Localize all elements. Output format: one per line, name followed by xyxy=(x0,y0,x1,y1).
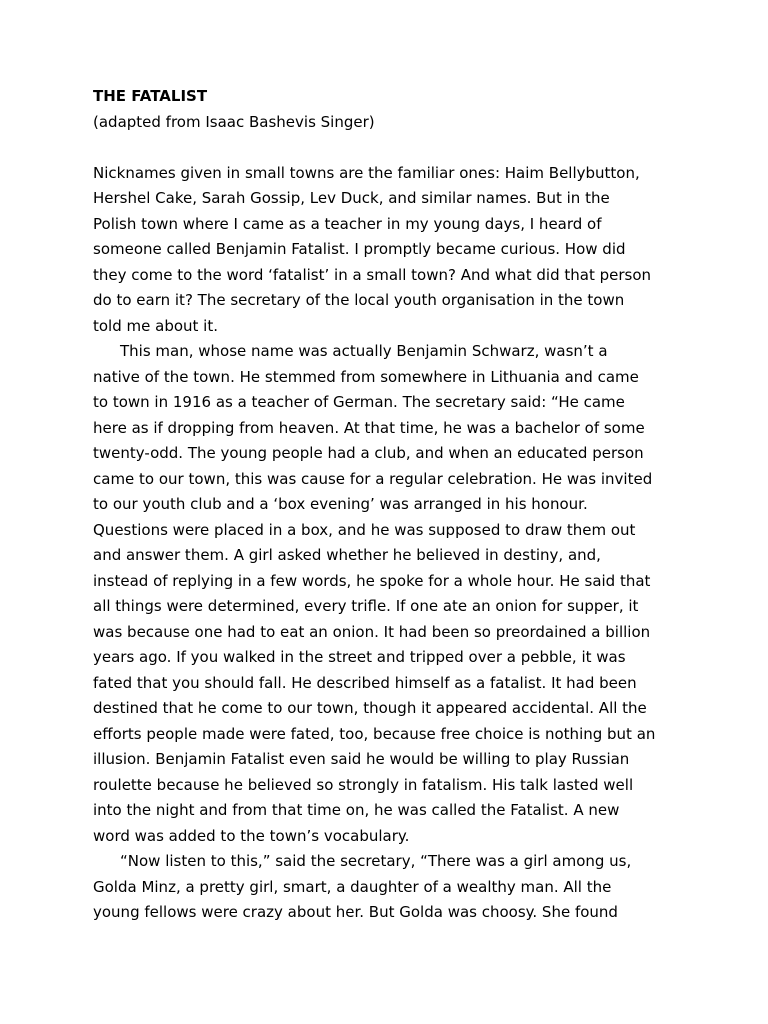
paragraph-3 xyxy=(93,849,679,926)
text-line: into the night and from that time on, he was called the Fatalist. A new xyxy=(93,801,620,819)
text-line: years ago. If you walked in the street and tripped over a pebble, it was xyxy=(93,648,626,666)
text-line: to our youth club and a ‘box evening’ was arranged in his honour. xyxy=(93,495,588,513)
text-line: to town in 1916 as a teacher of German. The secretary said: “He came xyxy=(93,393,625,411)
text-line: was because one had to eat an onion. It had been so preordained a billion xyxy=(93,622,651,641)
text-line: efforts people made were fated, too, because free choice is nothing but an xyxy=(93,724,656,743)
text-line: Nicknames given in small towns are the familiar ones: Haim Bellybutton, xyxy=(93,163,640,182)
text-line: fated that you should fall. He described himself as a fatalist. It had been xyxy=(93,673,637,692)
text-line: Questions were placed in a box, and he was supposed to draw them out xyxy=(93,520,636,539)
paragraph-1 xyxy=(93,161,679,340)
text-line: came to our town, this was cause for a regular celebration. He was invited xyxy=(93,469,653,488)
text-line: instead of replying in a few words, he spoke for a whole hour. He said that xyxy=(93,571,651,590)
text-line: and answer them. A girl asked whether he believed in destiny, and, xyxy=(93,546,601,564)
text-line: This man, whose name was actually Benjamin Schwarz, wasn’t a xyxy=(120,342,608,360)
text-line: Polish town where I came as a teacher in my young days, I heard of xyxy=(93,214,602,233)
text-line: they come to the word ‘fatalist’ in a small town? And what did that person xyxy=(93,265,652,284)
text-line: Golda Minz, a pretty girl, smart, a daughter of a wealthy man. All the xyxy=(93,877,612,896)
document-title: THE FATALIST xyxy=(93,87,208,105)
text-line: roulette because he believed so strongly in fatalism. His talk lasted well xyxy=(93,775,634,794)
text-line: told me about it. xyxy=(93,316,218,335)
text-line: word was added to the town’s vocabulary. xyxy=(93,826,410,845)
text-line: here as if dropping from heaven. At that time, he was a bachelor of some xyxy=(93,418,645,437)
text-line: young fellows were crazy about her. But Golda was choosy. She found xyxy=(93,903,618,921)
text-line: illusion. Benjamin Fatalist even said he would be willing to play Russian xyxy=(93,750,630,768)
text-line: someone called Benjamin Fatalist. I promptly became curious. How did xyxy=(93,240,626,258)
paragraph-2 xyxy=(93,339,679,849)
text-line: twenty-odd. The young people had a club, and when an educated person xyxy=(93,444,644,462)
text-line: Hershel Cake, Sarah Gossip, Lev Duck, and similar names. But in the xyxy=(93,189,610,207)
text-line: native of the town. He stemmed from somewhere in Lithuania and came xyxy=(93,367,639,386)
text-line: destined that he come to our town, though it appeared accidental. All the xyxy=(93,699,647,717)
text-line: do to earn it? The secretary of the local youth organisation in the town xyxy=(93,291,625,309)
text-line: all things were determined, every trifle. If one ate an onion for supper, it xyxy=(93,597,639,615)
text-line: “Now listen to this,” said the secretary, “There was a girl among us, xyxy=(120,852,632,870)
document-page xyxy=(93,84,679,926)
document-subtitle: (adapted from Isaac Bashevis Singer) xyxy=(93,112,375,131)
